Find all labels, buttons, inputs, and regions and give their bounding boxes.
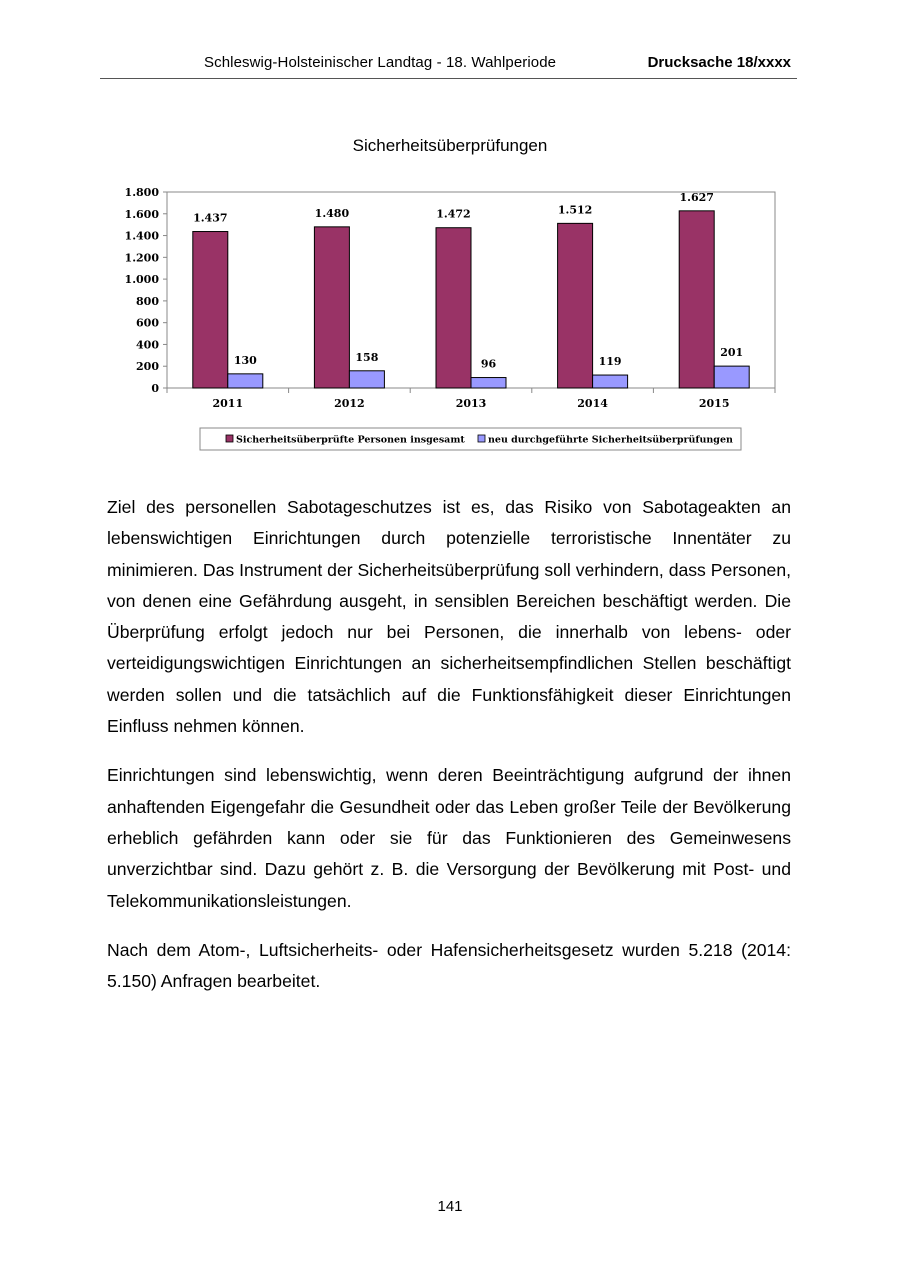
y-tick-label: 1.400 [124, 229, 159, 243]
bar-neu [349, 371, 384, 388]
x-tick-label: 2012 [334, 397, 365, 410]
y-tick-label: 800 [136, 294, 159, 308]
data-label: 158 [355, 350, 379, 364]
bar-chart [110, 180, 790, 460]
bar-neu [471, 378, 506, 388]
x-tick-label: 2011 [212, 397, 244, 410]
bar-insgesamt [558, 223, 593, 388]
data-label: 1.480 [314, 206, 350, 220]
x-tick-label: 2015 [698, 397, 730, 410]
legend-label: neu durchgeführte Sicherheitsüberprüfungen [488, 434, 733, 446]
y-tick-label: 0 [151, 382, 159, 395]
y-tick-label: 400 [136, 338, 159, 352]
data-label: 1.472 [436, 207, 471, 221]
data-label: 1.512 [557, 203, 593, 217]
chart-title: Sicherheitsüberprüfungen [352, 136, 548, 155]
data-label: 201 [720, 346, 744, 360]
paragraph-1: Ziel des personellen Sabotageschutzes ist es, das Risiko von Sabotageakten an lebenswichtigen Einrichtungen durch potenzielle terroristische Innentäter zu minimieren. Das Instrument der Sicherheitsüberprüfung soll verhindern, dass Personen, von denen eine Gefährdung ausgeht, in sensiblen Bereichen beschäftigt werden. Die Überprüfung erfolgt jedoch nur bei Personen, die innerhalb von lebens- oder verteidigungswichtigen Einrichtungen an sicherheitsempfindlichen Stellen beschäftigt werden sollen und die tatsächlich auf die Funktionsfähigkeit dieser Einrichtungen Einfluss nehmen können. [107, 497, 791, 737]
data-label: 1.627 [679, 190, 714, 204]
bar-neu [593, 375, 628, 388]
y-tick-label: 1.200 [124, 251, 159, 265]
data-label: 119 [598, 355, 622, 369]
legend-swatch [478, 435, 485, 442]
bar-insgesamt [436, 228, 471, 388]
x-tick-label: 2013 [455, 397, 487, 410]
y-tick-label: 1.600 [124, 207, 159, 221]
bar-insgesamt [193, 232, 228, 388]
bar-neu [228, 374, 263, 388]
legend-label: Sicherheitsüberprüfte Personen insgesamt [236, 434, 465, 446]
page-number: 141 [437, 1198, 463, 1215]
body-text [107, 492, 791, 1015]
y-tick-label: 1.800 [124, 186, 159, 199]
page-header [100, 52, 797, 79]
header-title: Schleswig-Holsteinischer Landtag - 18. Wahlperiode [204, 54, 557, 71]
x-tick-label: 2014 [577, 397, 608, 410]
paragraph-2: Einrichtungen sind lebenswichtig, wenn deren Beeinträchtigung aufgrund der ihnen anhaftenden Eigengefahr die Gesundheit oder das Leben großer Teile der Bevölkerung erheblich gefährden kann oder sie für das Funktionieren des Gemeinwesens unverzichtbar sind. Dazu gehört z. B. die Versorgung der Bevölkerung mit Post- und Telekommunikationsleistungen. [107, 765, 791, 911]
legend-swatch [226, 435, 233, 442]
y-tick-label: 200 [136, 360, 159, 374]
document-number: Drucksache 18/xxxx [647, 54, 791, 71]
data-label: 96 [480, 357, 497, 371]
data-label: 1.437 [193, 211, 228, 225]
bar-insgesamt [679, 211, 714, 388]
y-tick-label: 600 [136, 316, 159, 330]
paragraph-3: Nach dem Atom-, Luftsicherheits- oder Hafensicherheitsgesetz wurden 5.218 (2014: 5.150) Anfragen bearbeitet. [107, 939, 791, 992]
data-label: 130 [233, 353, 257, 367]
bar-neu [714, 366, 749, 388]
y-tick-label: 1.000 [124, 273, 159, 287]
bar-insgesamt [314, 227, 349, 388]
